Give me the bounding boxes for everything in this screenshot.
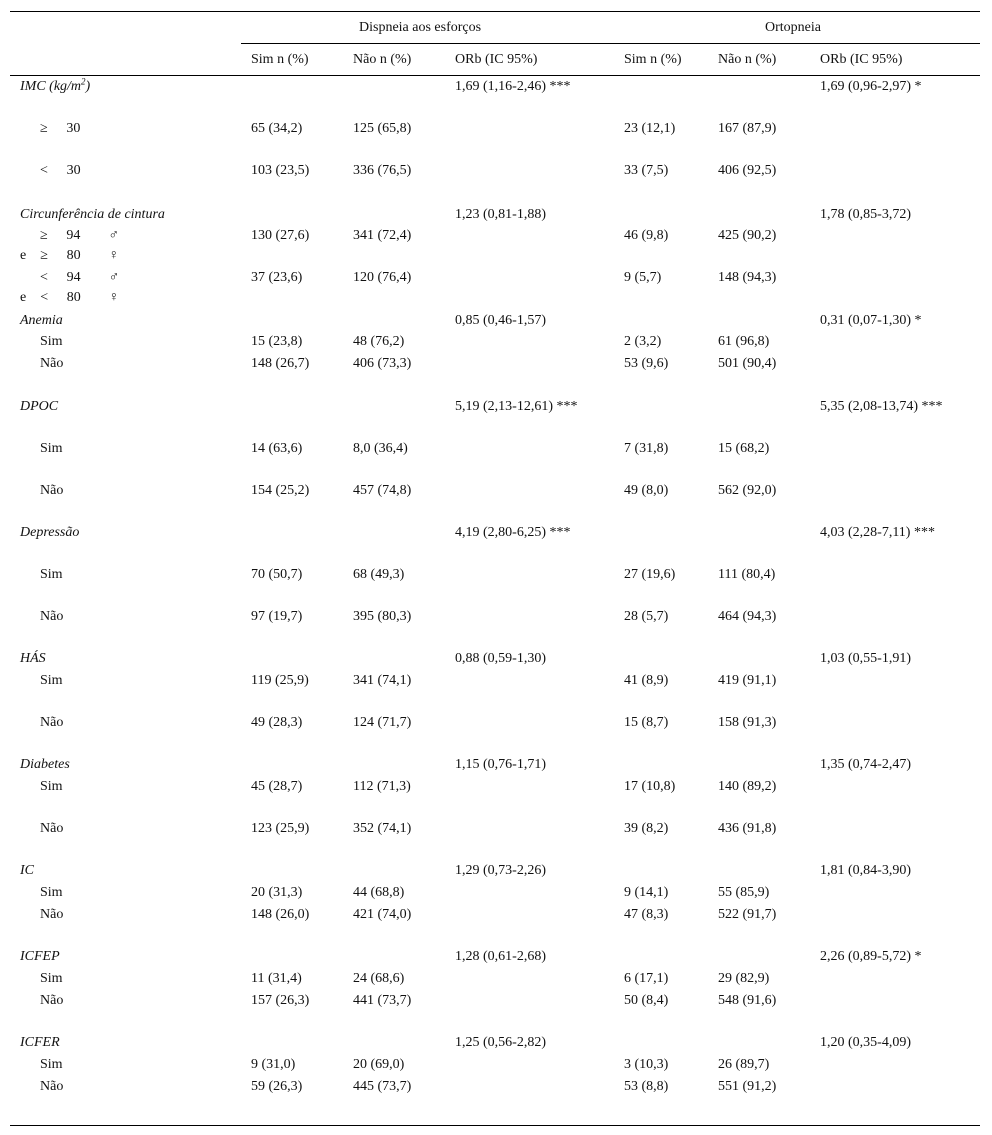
table-cell: 148 (26,0) <box>251 907 310 922</box>
table-cell: 125 (65,8) <box>353 121 412 136</box>
header-divider <box>10 75 980 76</box>
table-cell: 148 (26,7) <box>251 356 310 371</box>
table-cell: 24 (68,6) <box>353 971 405 986</box>
row-category-label: IC <box>20 863 34 878</box>
table-cell: 97 (19,7) <box>251 609 303 624</box>
table-cell: 23 (12,1) <box>624 121 676 136</box>
row-sublabel: e < 80 ♀ <box>20 290 120 305</box>
table-cell: 123 (25,9) <box>251 821 310 836</box>
col-header-ortopneia-sim: Sim n (%) <box>624 52 682 67</box>
table-cell: 37 (23,6) <box>251 270 303 285</box>
table-cell: 522 (91,7) <box>718 907 777 922</box>
table-cell: 441 (73,7) <box>353 993 412 1008</box>
table-cell: 501 (90,4) <box>718 356 777 371</box>
table-cell: 1,20 (0,35-4,09) <box>820 1035 911 1050</box>
table-cell: 457 (74,8) <box>353 483 412 498</box>
table-cell: 15 (68,2) <box>718 441 770 456</box>
table-cell: 103 (23,5) <box>251 163 310 178</box>
table-cell: 9 (5,7) <box>624 270 662 285</box>
col-header-dispneia-nao: Não n (%) <box>353 52 412 67</box>
table-cell: 0,88 (0,59-1,30) <box>455 651 546 666</box>
table-cell: 124 (71,7) <box>353 715 412 730</box>
table-cell: 49 (8,0) <box>624 483 669 498</box>
table-cell: 27 (19,6) <box>624 567 676 582</box>
table-cell: 6 (17,1) <box>624 971 669 986</box>
table-cell: 1,15 (0,76-1,71) <box>455 757 546 772</box>
table-cell: 3 (10,3) <box>624 1057 669 1072</box>
group-header-ortopneia: Ortopneia <box>765 20 821 35</box>
table-cell: 8,0 (36,4) <box>353 441 408 456</box>
row-category-label: ICFER <box>20 1035 60 1050</box>
col-header-dispneia-sim: Sim n (%) <box>251 52 309 67</box>
table-cell: 551 (91,2) <box>718 1079 777 1094</box>
table-cell: 46 (9,8) <box>624 228 669 243</box>
table-cell: 167 (87,9) <box>718 121 777 136</box>
table-cell: 61 (96,8) <box>718 334 770 349</box>
row-sublabel: Sim <box>40 971 63 986</box>
row-sublabel: Não <box>40 821 64 836</box>
row-sublabel: Sim <box>40 673 63 688</box>
table-cell: 9 (31,0) <box>251 1057 296 1072</box>
table-cell: 44 (68,8) <box>353 885 405 900</box>
group-header-dispneia: Dispneia aos esforços <box>359 20 482 35</box>
table-cell: 39 (8,2) <box>624 821 669 836</box>
table-cell: 112 (71,3) <box>353 779 411 794</box>
row-sublabel: Sim <box>40 441 63 456</box>
table-cell: 464 (94,3) <box>718 609 777 624</box>
table-cell: 425 (90,2) <box>718 228 777 243</box>
row-sublabel: < 94 ♂ <box>40 270 120 285</box>
group-divider-right <box>618 43 980 44</box>
row-category-label: HÁS <box>20 651 46 666</box>
row-sublabel: Sim <box>40 567 63 582</box>
table-cell: 14 (63,6) <box>251 441 303 456</box>
table-cell: 55 (85,9) <box>718 885 770 900</box>
table-cell: 148 (94,3) <box>718 270 777 285</box>
table-cell: 1,23 (0,81-1,88) <box>455 207 546 222</box>
table-cell: 29 (82,9) <box>718 971 770 986</box>
table-cell: 15 (8,7) <box>624 715 669 730</box>
table-cell: 140 (89,2) <box>718 779 777 794</box>
table-cell: 50 (8,4) <box>624 993 669 1008</box>
table-cell: 4,03 (2,28-7,11) *** <box>820 525 935 540</box>
table-cell: 53 (9,6) <box>624 356 669 371</box>
results-table <box>10 11 980 1126</box>
table-cell: 0,31 (0,07-1,30) * <box>820 313 922 328</box>
row-category-label: ICFEP <box>20 949 60 964</box>
table-cell: 49 (28,3) <box>251 715 303 730</box>
table-cell: 1,69 (0,96-2,97) * <box>820 79 922 94</box>
table-cell: 154 (25,2) <box>251 483 310 498</box>
table-cell: 395 (80,3) <box>353 609 412 624</box>
table-cell: 341 (74,1) <box>353 673 412 688</box>
table-cell: 53 (8,8) <box>624 1079 669 1094</box>
row-sublabel: ≥ 30 <box>40 121 81 136</box>
table-cell: 1,35 (0,74-2,47) <box>820 757 911 772</box>
table-cell: 119 (25,9) <box>251 673 309 688</box>
row-sublabel: Não <box>40 907 64 922</box>
table-cell: 336 (76,5) <box>353 163 412 178</box>
table-cell: 26 (89,7) <box>718 1057 770 1072</box>
table-cell: 68 (49,3) <box>353 567 405 582</box>
table-cell: 157 (26,3) <box>251 993 310 1008</box>
table-cell: 419 (91,1) <box>718 673 777 688</box>
table-cell: 1,25 (0,56-2,82) <box>455 1035 546 1050</box>
table-cell: 1,03 (0,55-1,91) <box>820 651 911 666</box>
row-category-label: Diabetes <box>20 757 70 772</box>
table-cell: 47 (8,3) <box>624 907 669 922</box>
table-cell: 111 (80,4) <box>718 567 776 582</box>
table-cell: 17 (10,8) <box>624 779 676 794</box>
row-sublabel: Não <box>40 483 64 498</box>
row-category-label: Depressão <box>20 525 80 540</box>
table-cell: 120 (76,4) <box>353 270 412 285</box>
table-cell: 2 (3,2) <box>624 334 662 349</box>
row-sublabel: Não <box>40 356 64 371</box>
table-cell: 352 (74,1) <box>353 821 412 836</box>
table-cell: 65 (34,2) <box>251 121 303 136</box>
table-cell: 1,69 (1,16-2,46) *** <box>455 79 571 94</box>
row-sublabel: Sim <box>40 885 63 900</box>
row-sublabel: Sim <box>40 1057 63 1072</box>
table-cell: 2,26 (0,89-5,72) * <box>820 949 922 964</box>
table-cell: 4,19 (2,80-6,25) *** <box>455 525 571 540</box>
table-cell: 41 (8,9) <box>624 673 669 688</box>
table-cell: 5,19 (2,13-12,61) *** <box>455 399 578 414</box>
table-cell: 1,78 (0,85-3,72) <box>820 207 911 222</box>
table-cell: 28 (5,7) <box>624 609 669 624</box>
table-cell: 1,28 (0,61-2,68) <box>455 949 546 964</box>
table-cell: 20 (31,3) <box>251 885 303 900</box>
table-cell: 436 (91,8) <box>718 821 777 836</box>
col-header-ortopneia-nao: Não n (%) <box>718 52 777 67</box>
table-cell: 130 (27,6) <box>251 228 310 243</box>
table-cell: 45 (28,7) <box>251 779 303 794</box>
table-cell: 406 (73,3) <box>353 356 412 371</box>
table-cell: 562 (92,0) <box>718 483 777 498</box>
table-cell: 341 (72,4) <box>353 228 412 243</box>
row-category-label: DPOC <box>20 399 59 414</box>
row-sublabel: Não <box>40 1079 64 1094</box>
table-cell: 0,85 (0,46-1,57) <box>455 313 546 328</box>
table-cell: 9 (14,1) <box>624 885 669 900</box>
row-sublabel: ≥ 94 ♂ <box>40 228 119 243</box>
table-cell: 59 (26,3) <box>251 1079 303 1094</box>
table-cell: 70 (50,7) <box>251 567 303 582</box>
table-cell: 48 (76,2) <box>353 334 405 349</box>
row-category-label: Circunferência de cintura <box>20 207 165 222</box>
table-cell: 548 (91,6) <box>718 993 777 1008</box>
row-category-label: Anemia <box>20 313 63 328</box>
row-sublabel: Não <box>40 715 64 730</box>
table-cell: 11 (31,4) <box>251 971 302 986</box>
table-cell: 1,29 (0,73-2,26) <box>455 863 546 878</box>
table-cell: 15 (23,8) <box>251 334 303 349</box>
table-cell: 5,35 (2,08-13,74) *** <box>820 399 943 414</box>
table-cell: 158 (91,3) <box>718 715 777 730</box>
table-cell: 20 (69,0) <box>353 1057 405 1072</box>
row-sublabel: Sim <box>40 779 63 794</box>
row-sublabel: Sim <box>40 334 63 349</box>
row-sublabel: Não <box>40 993 64 1008</box>
col-header-ortopneia-or: ORb (IC 95%) <box>820 52 903 67</box>
table-cell: 33 (7,5) <box>624 163 669 178</box>
table-cell: 421 (74,0) <box>353 907 412 922</box>
row-sublabel: Não <box>40 609 64 624</box>
table-cell: 445 (73,7) <box>353 1079 412 1094</box>
table-cell: 1,81 (0,84-3,90) <box>820 863 911 878</box>
table-cell: 7 (31,8) <box>624 441 669 456</box>
table-cell: 406 (92,5) <box>718 163 777 178</box>
col-header-dispneia-or: ORb (IC 95%) <box>455 52 538 67</box>
row-sublabel: < 30 <box>40 163 81 178</box>
row-category-label: IMC $(kg/m^2)$ <box>20 76 91 94</box>
group-divider-left <box>241 43 618 44</box>
row-sublabel: e ≥ 80 ♀ <box>20 248 120 263</box>
